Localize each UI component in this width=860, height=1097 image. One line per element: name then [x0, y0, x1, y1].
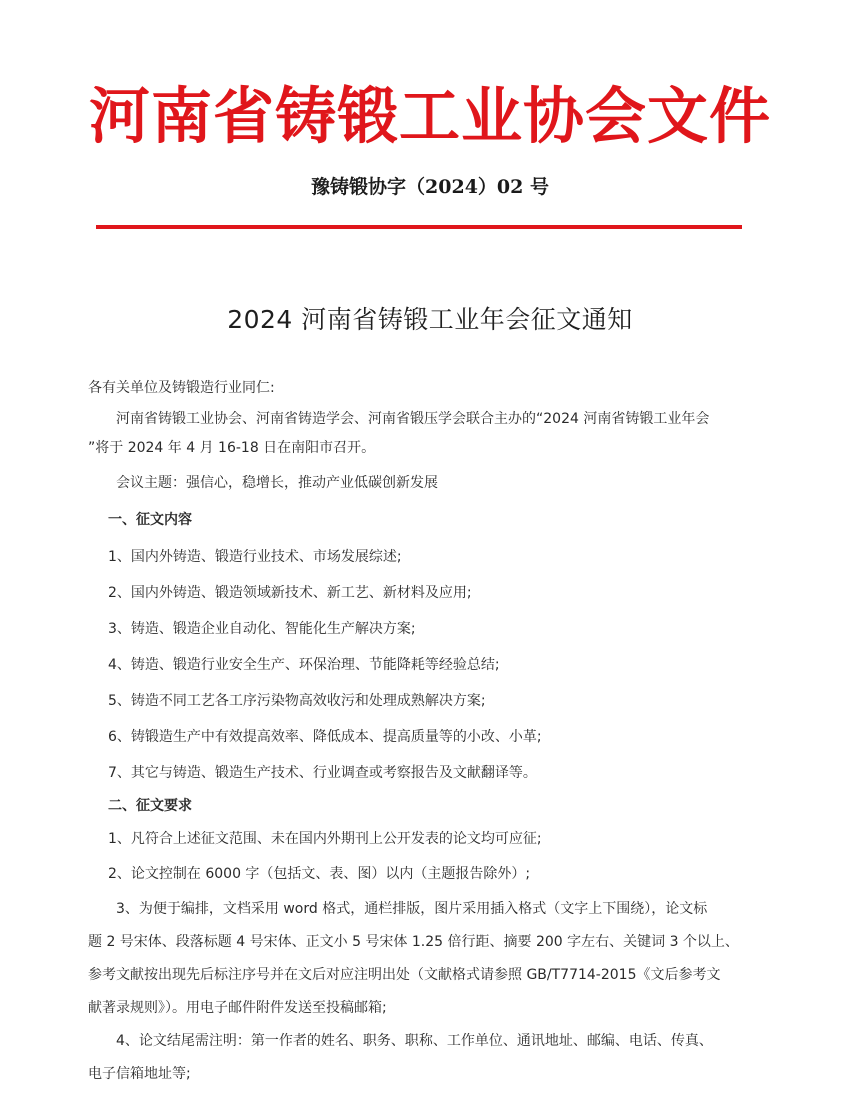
- list-item: 2、国内外铸造、锻造领域新技术、新工艺、新材料及应用;: [108, 585, 472, 601]
- requirement-item-4-line: 4、论文结尾需注明：第一作者的姓名、职务、职称、工作单位、通讯地址、邮编、电话、传真、: [116, 1033, 713, 1049]
- section-heading-requirements: 二、征文要求: [108, 798, 192, 814]
- requirement-item-4: [88, 1031, 778, 1085]
- meeting-theme: 会议主题：强信心，稳增长，推动产业低碳创新发展: [116, 475, 438, 491]
- requirement-item-4-line: 电子信箱地址等;: [88, 1066, 191, 1082]
- document-number: 豫铸锻协字（2024）02 号: [311, 176, 549, 198]
- section-heading-content: 一、征文内容: [108, 512, 192, 528]
- red-divider-rule: [96, 225, 742, 229]
- notice-body: [88, 378, 778, 1097]
- requirement-item-2: 2、论文控制在 6000 字（包括文、表、图）以内（主题报告除外）;: [108, 866, 531, 882]
- requirement-item-3-line: 3、为便于编排，文档采用 word 格式，通栏排版，图片采用插入格式（文字上下围绕），论文标: [116, 901, 708, 917]
- salutation: 各有关单位及铸锻造行业同仁:: [88, 380, 275, 396]
- requirement-item-3-line: 题 2 号宋体、段落标题 4 号宋体、正文小 5 号宋体 1.25 倍行距、摘要 200 字左右、关键词 3 个以上、: [88, 934, 739, 950]
- intro-line-1: 河南省铸锻工业协会、河南省铸造学会、河南省锻压学会联合主办的“2024 河南省铸锻工业年会: [116, 411, 710, 427]
- list-item: 6、铸锻造生产中有效提高效率、降低成本、提高质量等的小改、小革;: [108, 729, 542, 745]
- org-document-header: 河南省铸锻工业协会文件: [88, 81, 771, 152]
- requirement-item-1: 1、凡符合上述征文范围、未在国内外期刊上公开发表的论文均可应征;: [108, 831, 542, 847]
- list-item: 1、国内外铸造、锻造行业技术、市场发展综述;: [108, 549, 402, 565]
- intro-line-2: ”将于 2024 年 4 月 16-18 日在南阳市召开。: [88, 440, 376, 456]
- requirement-item-3-line: 参考文献按出现先后标注序号并在文后对应注明出处（文献格式请参照 GB/T7714-2015《文后参考文: [88, 967, 721, 983]
- list-item: 7、其它与铸造、锻造生产技术、行业调查或考察报告及文献翻译等。: [108, 765, 537, 781]
- notice-title: 2024 河南省铸锻工业年会征文通知: [227, 305, 633, 334]
- list-item: 3、铸造、锻造企业自动化、智能化生产解决方案;: [108, 621, 416, 637]
- requirement-item-3-line: 献著录规则》）。用电子邮件附件发送至投稿邮箱;: [88, 1000, 387, 1016]
- list-item: 5、铸造不同工艺各工序污染物高效收污和处理成熟解决方案;: [108, 693, 486, 709]
- requirement-item-3: [88, 899, 778, 1019]
- list-item: 4、铸造、锻造行业安全生产、环保治理、节能降耗等经验总结;: [108, 657, 500, 673]
